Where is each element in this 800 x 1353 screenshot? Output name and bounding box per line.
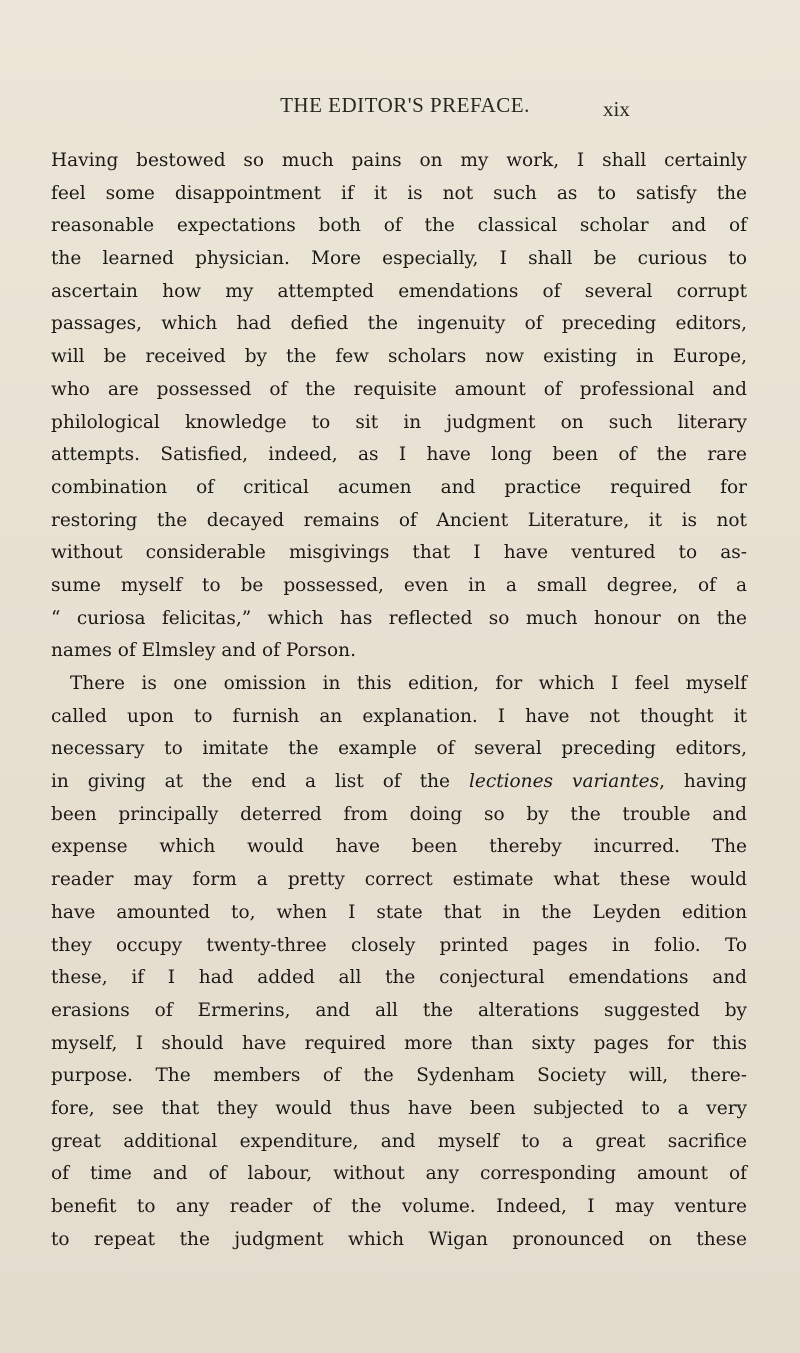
text-line: without considerable misgivings that I have ventured to as- [51, 542, 747, 564]
text-line: ascertain how my attempted emendations of several corrupt [51, 280, 747, 302]
line-segment: in giving at the end a list of the [51, 771, 469, 793]
text-line: sume myself to be possessed, even in a small degree, of a [51, 574, 747, 596]
text-line: have amounted to, when I state that in the Leyden edition [51, 901, 747, 923]
text-line: There is one omission in this edition, for which I feel myself [70, 673, 747, 694]
text-line: names of Elmsley and of Porson. [51, 640, 356, 662]
text-line-with-italic [51, 766, 747, 799]
text-line: purpose. The members of the Sydenham Society will, there- [51, 1065, 747, 1087]
text-line: necessary to imitate the example of several preceding editors, [51, 738, 747, 760]
text-line: called upon to furnish an explanation. I have not thought it [51, 705, 747, 727]
text-line: of time and of labour, without any corresponding amount of [51, 1163, 747, 1185]
text-line: will be received by the few scholars now existing in Europe, [51, 346, 747, 368]
text-line: “ curiosa felicitas,” which has reflected so much honour on the [51, 607, 747, 629]
text-line: who are possessed of the requisite amount of professional and [51, 378, 747, 400]
text-line: restoring the decayed remains of Ancient Literature, it is not [51, 509, 747, 531]
text-line: been principally deterred from doing so by the trouble and [51, 803, 747, 825]
text-line: Having bestowed so much pains on my work, I shall certainly [51, 150, 747, 171]
text-line: reader may form a pretty correct estimate what these would [51, 869, 747, 891]
text-line: great additional expenditure, and myself to a great sacrifice [51, 1130, 747, 1152]
text-line: attempts. Satisfied, indeed, as I have long been of the rare [51, 444, 747, 466]
text-line: passages, which had defied the ingenuity of preceding editors, [51, 313, 747, 335]
text-line: feel some disappointment if it is not such as to satisfy the [51, 182, 747, 204]
text-line: myself, I should have required more than sixty pages for this [51, 1032, 747, 1054]
running-title: THE EDITOR'S PREFACE. [280, 93, 530, 117]
text-line: they occupy twenty-three closely printed pages in folio. To [51, 934, 747, 956]
text-line: reasonable expectations both of the classical scholar and of [51, 215, 747, 237]
text-line: philological knowledge to sit in judgment on such literary [51, 411, 747, 433]
running-head [0, 93, 800, 127]
text-line: to repeat the judgment which Wigan pronounced on these [51, 1228, 747, 1250]
body-text [51, 145, 747, 1256]
italic-term: lectiones variantes [468, 771, 660, 793]
text-line: fore, see that they would thus have been subjected to a very [51, 1097, 747, 1119]
text-line: benefit to any reader of the volume. Indeed, I may venture [51, 1196, 747, 1217]
text-line: the learned physician. More especially, I shall be curious to [51, 248, 747, 270]
line-segment: , having [659, 771, 747, 793]
text-line: these, if I had added all the conjectural emendations and [51, 967, 747, 989]
text-line: combination of critical acumen and practice required for [51, 476, 747, 498]
page-number: xix [603, 97, 630, 121]
text-line: erasions of Ermerins, and all the alterations suggested by [51, 999, 747, 1021]
text-line: expense which would have been thereby incurred. The [51, 836, 747, 858]
